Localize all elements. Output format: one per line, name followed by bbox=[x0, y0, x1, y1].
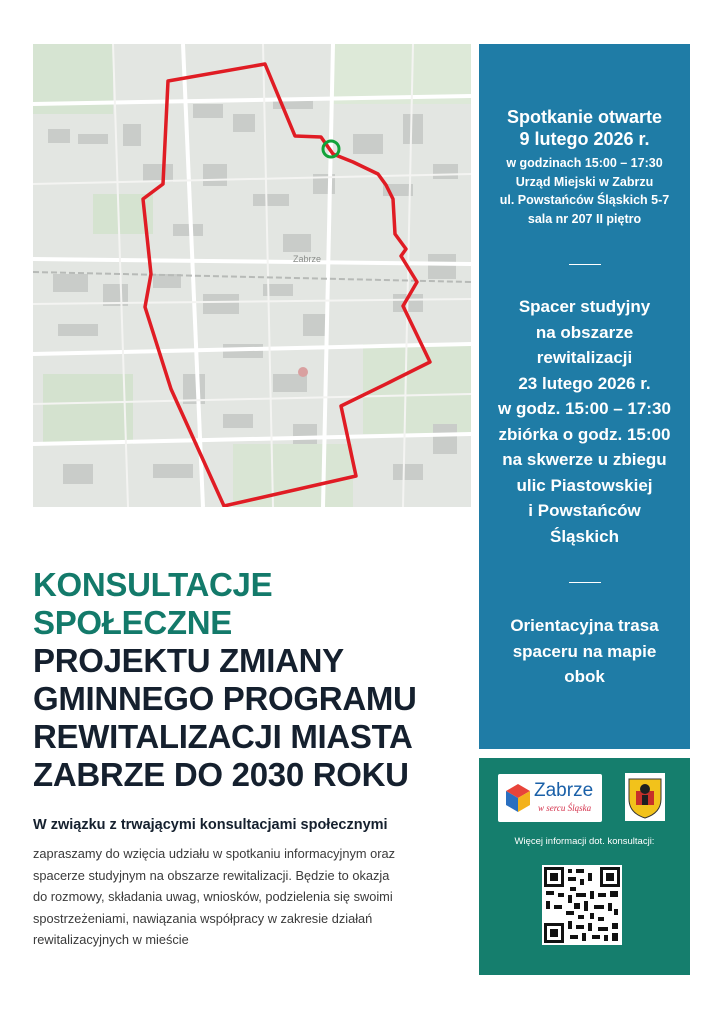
intro-line: spostrzeżeniami, nawiązania współpracy w zakresie działań bbox=[33, 910, 373, 926]
intro-line: spacerze studyjnym na obszarze rewitalizacji. Będzie to okazja bbox=[33, 867, 390, 883]
walk-line: rewitalizacji bbox=[536, 348, 633, 367]
headline-accent: KONSULTACJE SPOŁECZNE bbox=[33, 566, 273, 641]
map-place-label: Zabrze bbox=[293, 254, 322, 264]
intro-paragraph bbox=[33, 843, 463, 951]
walk-line: na skwerze u zbiegu bbox=[502, 450, 667, 469]
city-crest-icon bbox=[625, 773, 665, 821]
headline-line: ZABRZE DO 2030 ROKU bbox=[33, 756, 409, 793]
headline-line: GMINNEGO PROGRAMU bbox=[33, 680, 417, 717]
intro-heading: W związku z trwającymi konsultacjami społecznymi bbox=[33, 817, 388, 833]
meeting-info bbox=[479, 106, 690, 228]
intro-line: rewitalizacyjnych w mieście bbox=[33, 932, 189, 947]
headline-line: PROJEKTU ZMIANY bbox=[33, 642, 344, 679]
meeting-date: 9 lutego 2026 r. bbox=[519, 129, 650, 149]
qr-code-icon[interactable] bbox=[542, 865, 622, 945]
walk-line: ulic Piastowskiej bbox=[516, 475, 653, 495]
meeting-title: Spotkanie otwarte bbox=[506, 107, 663, 127]
walk-date: 23 lutego 2026 r. bbox=[518, 373, 651, 393]
map-area-icon bbox=[33, 44, 471, 507]
walk-line: Śląskich bbox=[550, 526, 619, 546]
meeting-room: sala nr 207 II piętro bbox=[527, 211, 642, 226]
route-line: Orientacyjna trasa bbox=[510, 616, 659, 635]
route-info bbox=[479, 613, 690, 690]
divider bbox=[569, 582, 601, 583]
page-title bbox=[33, 566, 473, 794]
walk-line: zbiórka o godz. 15:00 bbox=[498, 424, 671, 444]
event-info-panel bbox=[479, 44, 690, 749]
intro-line: do rozmowy, składania uwag, wniosków, podzielenia się swoimi bbox=[33, 889, 393, 904]
intro-line: zapraszamy do wzięcia udziału w spotkaniu informacyjnym oraz bbox=[33, 846, 396, 861]
logo-text: Zabrze bbox=[534, 780, 594, 801]
walk-line: na obszarze bbox=[535, 322, 634, 342]
divider bbox=[569, 264, 601, 265]
walk-info bbox=[479, 294, 690, 549]
revitalization-area-map bbox=[33, 44, 471, 507]
walk-line: i Powstańców bbox=[528, 501, 641, 520]
walk-line: Spacer studyjny bbox=[518, 297, 651, 316]
meeting-address: ul. Powstańców Śląskich 5-7 bbox=[499, 193, 670, 207]
logo-subtext: w sercu Śląska bbox=[538, 803, 592, 813]
zabrze-logo-icon bbox=[502, 782, 534, 814]
meeting-hours: w godzinach 15:00 – 17:30 bbox=[506, 156, 663, 170]
route-line: spaceru na mapie bbox=[512, 641, 657, 661]
headline-line: REWITALIZACJI MIASTA bbox=[33, 718, 413, 755]
route-line: obok bbox=[564, 667, 605, 686]
meeting-venue: Urząd Miejski w Zabrzu bbox=[515, 174, 654, 189]
contact-panel bbox=[479, 758, 690, 975]
zabrze-logo bbox=[498, 774, 602, 822]
more-info-label: Więcej informacji dot. konsultacji: bbox=[514, 836, 655, 847]
walk-hours: w godz. 15:00 – 17:30 bbox=[498, 399, 671, 418]
